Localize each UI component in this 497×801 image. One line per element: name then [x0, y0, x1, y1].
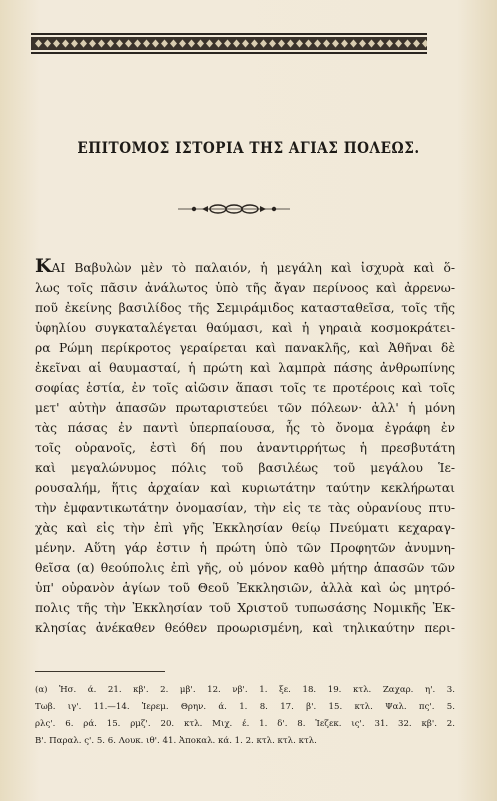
header-ornament-band [31, 33, 427, 55]
drop-cap: Κ [35, 256, 52, 277]
footnote-line: Τωβ. ιγ'. 11.—14. Ἱερεμ. Θρην. ά. 1. 8. 17. β'. 15. κτλ. Ψαλ. πς'. 5. [35, 702, 455, 712]
text-line: σοφίας ἑστία, ἐν τοῖς αἰῶσιν ἅπασι τοῖς τε προτέροις καὶ τοῖς [35, 381, 455, 395]
footnote-line: Β'. Παραλ. ς'. 5. 6. Λουκ. ιθ'. 41. Ἀποκαλ. κά. 1. 2. κτλ. κτλ. κτλ. [35, 736, 317, 746]
footnote-line: ρλς'. 6. ρά. 15. ρμζ'. 20. κτλ. Μιχ. έ. 1. δ'. 8. Ἰεζεκ. ις'. 31. 32. κβ'. 2. [35, 719, 455, 729]
text-line: ὑπ' οὐρανὸν ἁγίων τοῦ Θεοῦ Ἐκκλησιῶν, ἀλλὰ καὶ ὡς μητρό- [35, 581, 455, 595]
page-title: ΕΠΙΤΟΜΟΣ ΙΣΤΟΡΙΑ ΤΗΣ ΑΓΙΑΣ ΠΟΛΕΩΣ. [77, 138, 420, 158]
text-line: τὴν ἐμφαντικωτάτην ὀνομασίαν, τὴν εἰς τε τὰς οὐρανίους πτυ- [35, 501, 455, 515]
text-line: τοῖς οὐρανοῖς, ἐστὶ δή που ἀναντιρρήτως ἡ πρεσβυτάτη [35, 441, 455, 455]
text-line: χὰς καὶ εἰς τὴν ἐπὶ γῆς Ἐκκλησίαν θείῳ Πνεύματι κεχαραγ- [35, 521, 455, 535]
text-line: πολις τῆς τὴν Ἐκκλησίαν τοῦ Χριστοῦ τυπωσάσης Νομικῆς Ἐκ- [35, 601, 455, 615]
text-line: θεῖσα (α) θεούπολις ἐπὶ γῆς, οὐ μόνον καθὸ μήτηρ ἁπασῶν τῶν [35, 561, 455, 575]
text-line: ΚΑΙ Βαβυλὼν μὲν τὸ παλαιόν, ἡ μεγάλη καὶ ἰσχυρὰ καὶ ὅ- [35, 256, 455, 277]
text-line: κλησίας ἀνέκαθεν θεόθεν προωρισμένη, καὶ τηλικαύτην περι- [35, 621, 455, 635]
footnote-line: (α) Ἡσ. ά. 21. κβ'. 2. μβ'. 12. νβ'. 1. ξε. 18. 19. κτλ. Ζαχαρ. η'. 3. [35, 685, 455, 695]
footnotes [35, 682, 455, 750]
text-line: ὑφηλίου συγκαταλέγεται θαύμασι, καὶ ἡ γηραιὰ κοσμοκράτει- [35, 321, 455, 335]
text-line: ποῦ ἐκείνης βασιλίδος τῆς Σεμιράμιδος κατασταθεῖσα, τοῖς τῆς [35, 301, 455, 315]
footnote-rule [35, 671, 165, 672]
text-line: καὶ μεγαλώνυμος πόλις τοῦ βασιλέως τοῦ μεγάλου Ἱε- [35, 461, 455, 475]
text-line: ἐκεῖναι αἱ θαυμασταί, ἡ πρώτη καὶ λαμπρὰ πάσης ἀνθρωπίνης [35, 361, 455, 375]
text-line: ρα Ρώμη περίκροτος γεραίρεται καὶ πανακλῆς, καὶ Ἀθῆναι δὲ [35, 341, 455, 355]
text-line: ρουσαλήμ, ἥτις ἀρχαίαν καὶ κυριωτάτην ταύτην κεκλήρωται [35, 481, 455, 495]
text-line: λως τοῖς πᾶσιν ἀνάλωτος ὑπὸ τῆς ἄγαν περίνοος καὶ ἀρρενω- [35, 281, 455, 295]
title-ornament [178, 203, 290, 215]
text-line: μετ' αὐτὴν ἁπασῶν πρωταριστεύει τῶν πόλεων· ἀλλ' ἡ μόνη [35, 401, 455, 415]
text-line: μένην. Αὕτη γάρ ἐστιν ἡ πρώτη ὑπὸ τῶν Προφητῶν ἀνυμνη- [35, 541, 455, 555]
text-line: τὰς πάσας ἐν παντὶ ὑπερπαίουσα, ἧς τὸ ὄνομα ἐγράφη ἐν [35, 421, 455, 435]
main-text [35, 256, 455, 638]
